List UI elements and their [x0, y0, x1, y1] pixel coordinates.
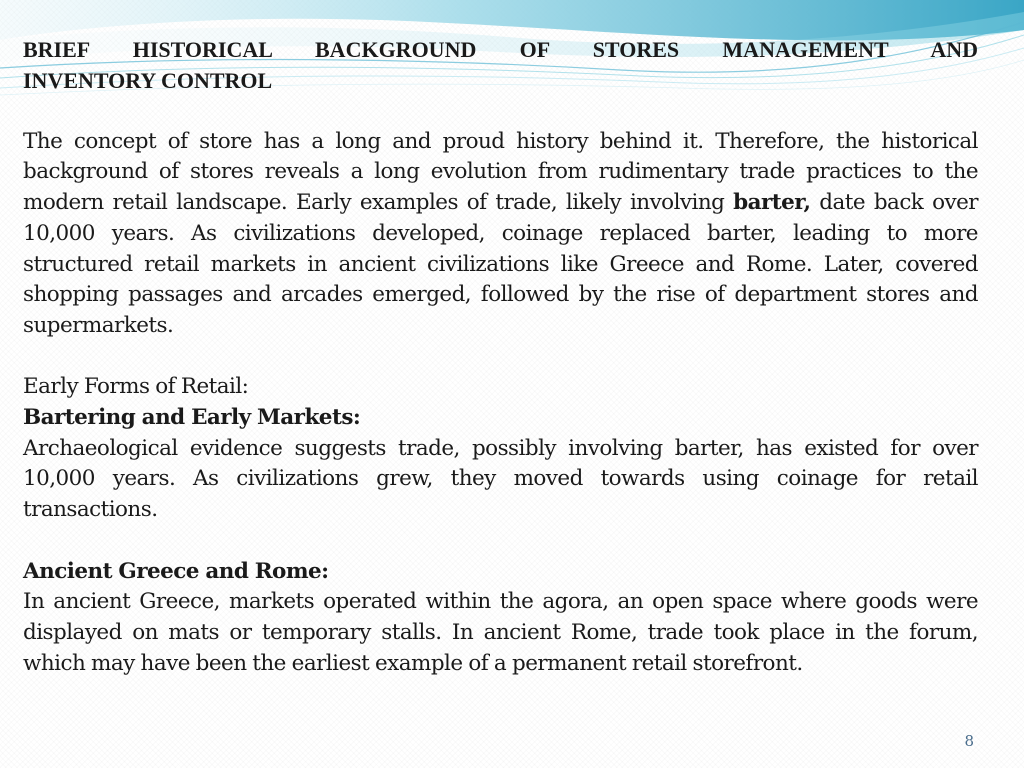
spacer — [23, 96, 978, 127]
spacer — [23, 526, 978, 557]
intro-paragraph — [23, 127, 978, 342]
bartering-paragraph: Archaeological evidence suggests trade, possibly involving barter, has existed for over 10,000 years. As civilizations grew, they moved towards using coinage for retail transactions. — [23, 435, 978, 523]
greece-rome-heading: Ancient Greece and Rome: — [23, 558, 329, 584]
greece-rome-paragraph: In ancient Greece, markets operated within the agora, an open space where goods were displayed on mats or temporary stalls. In ancient Rome, trade took place in the forum, which may have been the earliest example of a permanent retail storefront. — [23, 589, 978, 676]
intro-text-start: The concept of store has a long and proud history behind it. Therefore, the historical background of stores reveals a long evolution from rudimentary trade practices to the modern retail landscape. Early examples of trade, likely involving — [23, 128, 978, 216]
page-number: 8 — [964, 732, 974, 750]
early-forms-label: Early Forms of Retail: — [23, 374, 249, 400]
slide-title-line-1: BRIEF HISTORICAL BACKGROUND OF STORES MANAGEMENT AND — [23, 37, 978, 62]
bartering-heading: Bartering and Early Markets: — [23, 405, 361, 430]
spacer — [23, 342, 978, 373]
slide-title-line-2: INVENTORY CONTROL — [23, 68, 273, 93]
slide-title — [23, 34, 978, 96]
barter-keyword: barter, — [733, 190, 811, 216]
intro-text-end: date back over 10,000 years. As civilizations developed, coinage replaced barter, leading to more structured retail markets in ancient civilizations like Greece and Rome. Later, covered shopping passages and arcades emerged, followed by the rise of department stores and supermarkets. — [23, 190, 978, 338]
slide-body — [23, 96, 978, 679]
slide-content — [23, 34, 978, 679]
